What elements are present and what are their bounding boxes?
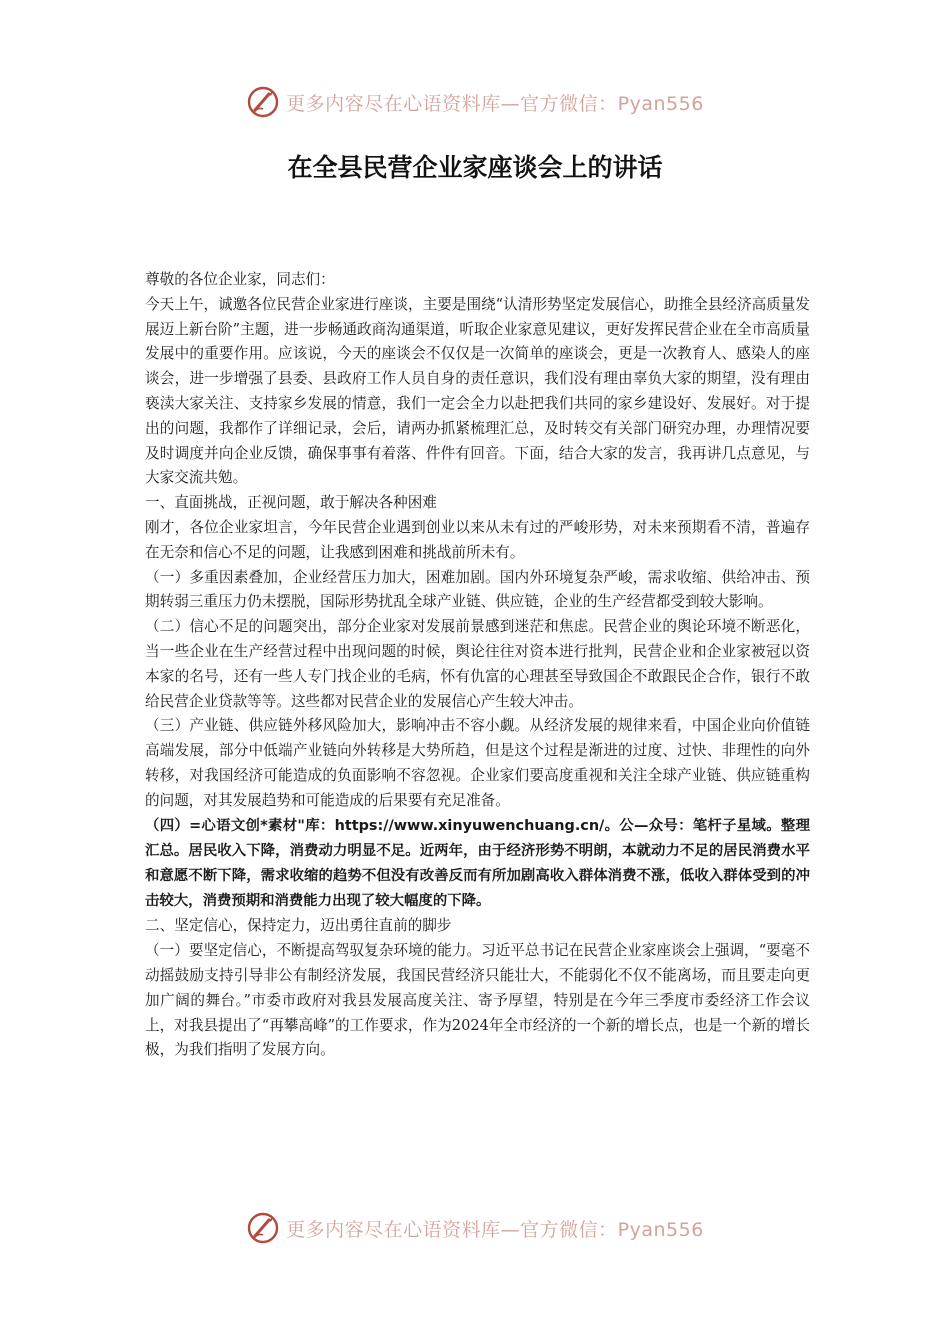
subsection-paragraph: （一）要坚定信心，不断提高驾驭复杂环境的能力。习近平总书记在民营企业家座谈会上强调，“要毫不动摇鼓励支持引导非公有制经济发展，我国民营经济只能壮大，不能弱化不仅不能离场，而且要走向更加广阔的舞台。”市委市政府对我县发展高度关注、寄予厚望，特别是在今年三季度市委经济工作会议上，对我县提出了“再攀高峰”的工作要求，作为2024年全市经济的一个新的增长点，也是一个新的增长极，为我们指明了发展方向。 [145,942,811,1059]
section-heading: 一、直面挑战，正视问题，敢于解决各种困难 [145,494,437,512]
footer-watermark-banner [0,1208,950,1248]
watermark-text: 更多内容尽在心语资料库—官方微信：Pyan556 [286,1218,704,1241]
subsection-paragraph: （一）多重因素叠加，企业经营压力加大，困难加剧。国内外环境复杂严峻，需求收缩、供给冲击、预期转弱三重压力仍未摆脱，国际形势扰乱全球产业链、供应链，企业的生产经营都受到较大影响。 [145,568,810,611]
salutation: 尊敬的各位企业家，同志们： [145,271,335,288]
body-paragraph: 刚才，各位企业家坦言，今年民营企业遇到创业以来从未有过的严峻形势，对未来预期看不清，普遍存在无奈和信心不足的问题，让我感到困难和挑战前所未有。 [145,518,810,561]
subsection-paragraph: （二）信心不足的问题突出，部分企业家对发展前景感到迷茫和焦虑。民营企业的舆论环境不断恶化，当一些企业在生产经营过程中出现问题的时候，舆论往往对资本进行批判，民营企业和企业家被冠以资本家的名号，还有一些人专门找企业的毛病，怀有仇富的心理甚至导致国企不敢跟民企合作，银行不敢给民营企业贷款等等。这些都对民营企业的发展信心产生较大冲击。 [145,618,810,710]
watermark-text: 更多内容尽在心语资料库—官方微信：Pyan556 [286,92,704,115]
pen-logo-icon [246,85,280,119]
subsection-paragraph: （三）产业链、供应链外移风险加大，影响冲击不容小觑。从经济发展的规律来看，中国企业向价值链高端发展，部分中低端产业链向外转移是大势所趋，但是这个过程是渐进的过度、过快、非理性的向外转移，对我国经济可能造成的负面影响不容忽视。企业家们要高度重视和关注全球产业链、供应链重构的问题，对其发展趋势和可能造成的后果要有充足准备。 [145,717,810,809]
pen-logo-icon [246,1211,280,1245]
subsection-paragraph-bold: （四）=心语文创*素材"库：https://www.xinyuwenchuang.cn/。公—众号：笔杆子星域。整理汇总。居民收入下降，消费动力明显不足。近两年，由于经济形势不明朗，本就动力不足的居民消费水平和意愿不断下降，需求收缩的趋势不但没有改善反而有所加剧高收入群体消费不涨，低收入群体受到的冲击较大，消费预期和消费能力出现了较大幅度的下降。 [145,817,810,910]
header-watermark-banner [0,82,950,122]
document-title: 在全县民营企业家座谈会上的讲话 [287,153,663,182]
body-paragraph: 今天上午，诚邀各位民营企业家进行座谈，主要是围绕“认清形势坚定发展信心，助推全县经济高质量发展迈上新台阶”主题，进一步畅通政商沟通渠道，听取企业家意见建议，更好发挥民营企业在全市高质量发展中的重要作用。应该说，今天的座谈会不仅仅是一次简单的座谈会，更是一次教育人、感染人的座谈会，进一步增强了县委、县政府工作人员自身的责任意识，我们没有理由辜负大家的期望，没有理由亵渎大家关注、支持家乡发展的情意，我们一定会全力以赴把我们共同的家乡建设好、发展好。对于提出的问题，我都作了详细记录，会后，请两办抓紧梳理汇总，及时转交有关部门研究办理，办理情况要及时调度并向企业反馈，确保事事有着落、件件有回音。下面，结合大家的发言，我再讲几点意见，与大家交流共勉。 [145,295,810,487]
section-heading: 二、坚定信心，保持定力，迈出勇往直前的脚步 [145,917,452,935]
document-body [145,268,810,1063]
